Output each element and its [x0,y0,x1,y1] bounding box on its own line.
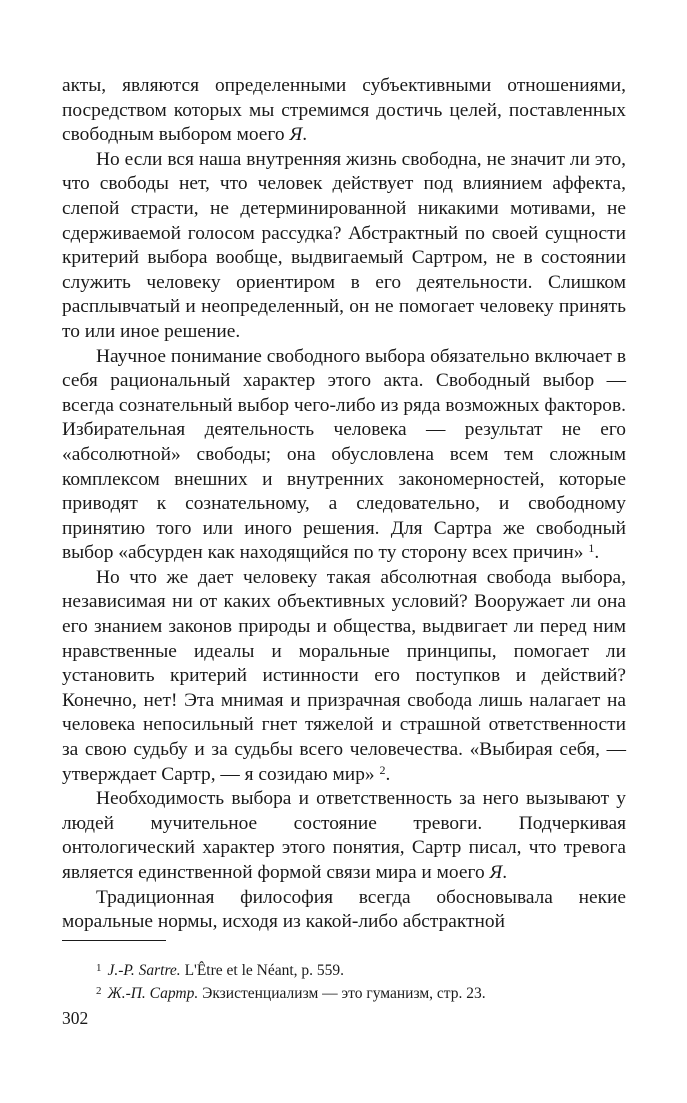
text-run: . [302,124,308,146]
text-run: акты, являются определенными субъективными отношениями, посредством которых мы стремимся достичь целей, поставленных свободным выбором моего [62,75,626,146]
footnote-text: L'Être et le Néant, p. 559. [180,962,345,979]
footnote-2 [62,981,626,1004]
footnote-mark: 2 [96,985,102,997]
footnotes [62,958,626,1004]
paragraph-6 [62,886,626,935]
text-run: Но что же дает человеку такая абсолютная свобода выбора, независимая ни от каких объективных условий? Вооружает ли она его знанием законов природы и общества, выдвигает ли перед ним нравственные идеалы и моральные принципы, помогает ли установить критерий истинности его поступков и действий? Конечно, нет! Эта мнимая и призрачная свобода лишь налагает на человека непосильный гнет тяжелой и страшной ответственности за свою судьбу и за судьбы всего человечества. «Выбирая себя, — утверждает Сартр, — я созидаю мир» [62,566,626,785]
footnote-1 [62,958,626,981]
footnote-text: Экзистенциализм — это гуманизм, стр. 23. [198,985,486,1002]
italic-text: Я [289,124,303,146]
text-run: . [502,862,508,883]
footnote-ref: 1 [588,541,595,556]
page-number: 302 [62,1008,89,1028]
text-run: Необходимость выбора и ответственность за него вызывают у людей мучительное состояние тревоги. Подчеркивая онтологический характер этого понятия, Сартр писал, что тревога является единственной формой связи мира и моего [62,788,626,883]
paragraph-4 [62,566,626,787]
footnote-separator [62,940,166,941]
paragraph-2 [62,148,626,345]
text-run: Традиционная философия всегда обосновывала некие моральные нормы, исходя из какой-либо абстрактной [62,886,626,933]
text-run: Научное понимание свободного выбора обязательно включает в себя рациональный характер этого акта. Свободный выбор — всегда сознательный выбор чего-либо из ряда возможных факторов. Избирательная деятельность человека — результат не его «абсолютной» свободы; она обусловлена всем тем сложным комплексом внешних и внутренних закономерностей, которые приводят к сознательному, а следовательно, и свободному принятию того или иного решения. Для Сартра же свободный выбор «абсурден как находящийся по ту сторону всех причин» [62,345,626,564]
footnote-mark: 1 [96,962,102,974]
text-run: Но если вся наша внутренняя жизнь свободна, не значит ли это, что свободы нет, что человек действует под влиянием аффекта, слепой страсти, не детерминированной никакими мотивами, не сдерживаемой голосом рассудка? Абстрактный по своей сущности критерий выбора вообще, выдвигаемый Сартром, не в состоянии служить человеку ориентиром в его деятельности. Слишком расплывчатый и неопределенный, он не помогает человеку принять то или иное решение. [62,148,626,342]
paragraph-5 [62,787,626,885]
paragraph-1 [62,74,626,148]
paragraph-3 [62,345,626,566]
main-text [62,74,626,935]
text-run: . [594,542,600,564]
footnote-author: Ж.-П. Сартр. [107,985,199,1002]
footnote-author: J.-P. Sartre. [107,962,181,979]
text-run: . [385,763,391,785]
italic-text: Я [489,862,503,883]
footnote-ref: 2 [379,762,386,777]
